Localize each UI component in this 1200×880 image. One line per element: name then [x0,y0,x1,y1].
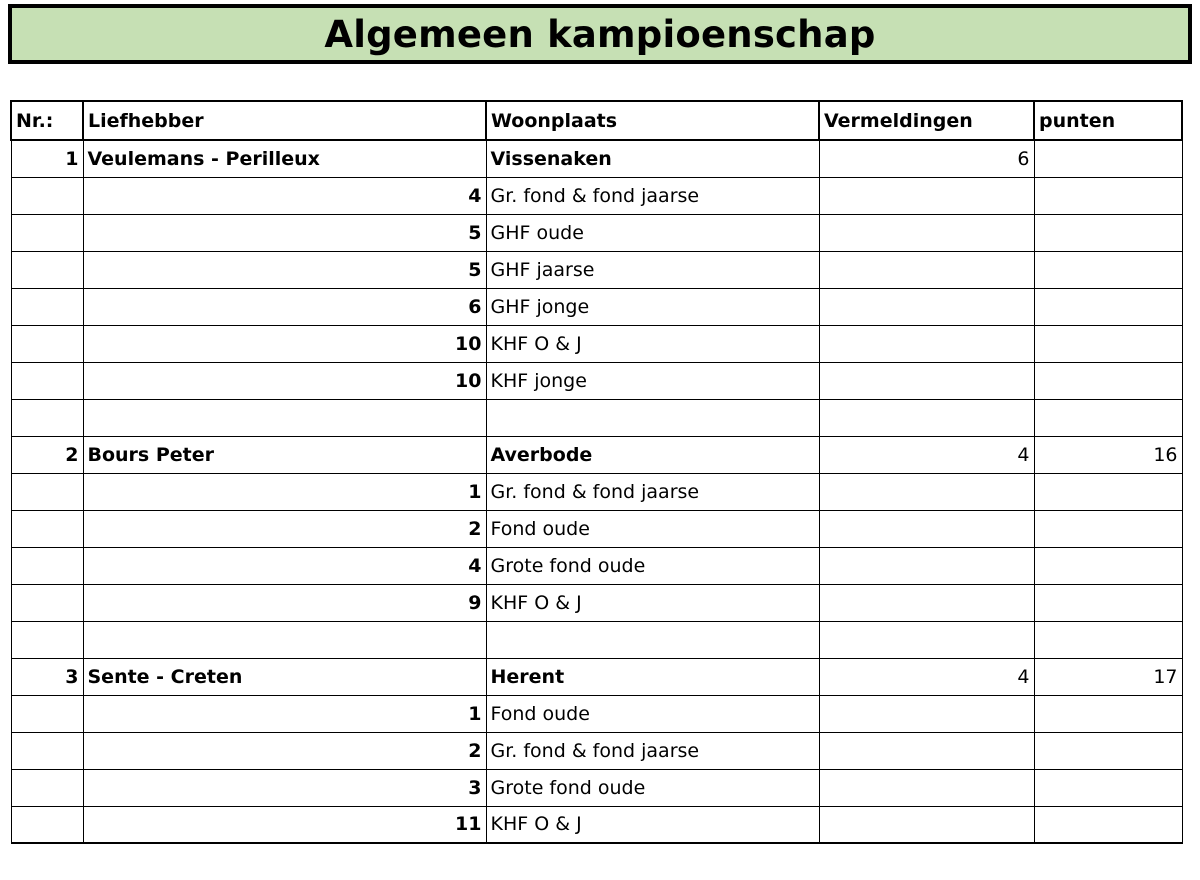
result-position: 2 [83,510,486,547]
result-position: 6 [83,288,486,325]
result-position: 2 [83,732,486,769]
result-position: 10 [83,325,486,362]
entry-vermeldingen: 6 [819,140,1034,177]
result-position: 10 [83,362,486,399]
entry-vermeldingen: 4 [819,436,1034,473]
entry-name: Bours Peter [83,436,486,473]
result-race: KHF O & J [486,325,819,362]
result-race: GHF jaarse [486,251,819,288]
entry-punten: 17 [1034,658,1182,695]
entry-name: Veulemans - Perilleux [83,140,486,177]
result-race: Gr. fond & fond jaarse [486,732,819,769]
result-race: GHF oude [486,214,819,251]
title-banner [8,4,1192,64]
result-position: 4 [83,177,486,214]
page-title: Algemeen kampioenschap [324,12,876,56]
result-row [11,325,1182,362]
entry-rank: 2 [11,436,83,473]
result-row [11,584,1182,621]
entry-place: Averbode [486,436,819,473]
result-race: GHF jonge [486,288,819,325]
header-punten: punten [1034,101,1182,140]
result-row [11,695,1182,732]
result-position: 4 [83,547,486,584]
result-position: 1 [83,473,486,510]
result-race: Fond oude [486,695,819,732]
result-position: 5 [83,251,486,288]
result-row [11,177,1182,214]
header-liefhebber: Liefhebber [83,101,486,140]
result-row [11,510,1182,547]
result-row [11,806,1182,843]
entry-place: Vissenaken [486,140,819,177]
result-race: Gr. fond & fond jaarse [486,177,819,214]
result-race: Gr. fond & fond jaarse [486,473,819,510]
result-row [11,251,1182,288]
result-race: Fond oude [486,510,819,547]
entry-punten [1034,140,1182,177]
entry-row [11,140,1182,177]
result-row [11,288,1182,325]
entry-vermeldingen: 4 [819,658,1034,695]
result-position: 5 [83,214,486,251]
result-race: Grote fond oude [486,769,819,806]
header-nr: Nr.: [11,101,83,140]
header-woonplaats: Woonplaats [486,101,819,140]
result-row [11,769,1182,806]
result-row [11,214,1182,251]
spacer-row [11,399,1182,436]
header-vermeldingen: Vermeldingen [819,101,1034,140]
result-row [11,547,1182,584]
result-race: Grote fond oude [486,547,819,584]
entry-rank: 1 [11,140,83,177]
entry-name: Sente - Creten [83,658,486,695]
championship-table [10,100,1183,844]
result-race: KHF O & J [486,806,819,843]
entry-punten: 16 [1034,436,1182,473]
result-position: 9 [83,584,486,621]
result-race: KHF O & J [486,584,819,621]
entry-row [11,436,1182,473]
entry-rank: 3 [11,658,83,695]
spacer-row [11,621,1182,658]
header-row [11,101,1182,140]
entry-row [11,658,1182,695]
result-row [11,732,1182,769]
result-position: 3 [83,769,486,806]
result-race: KHF jonge [486,362,819,399]
result-row [11,473,1182,510]
entry-place: Herent [486,658,819,695]
result-position: 1 [83,695,486,732]
result-position: 11 [83,806,486,843]
result-row [11,362,1182,399]
